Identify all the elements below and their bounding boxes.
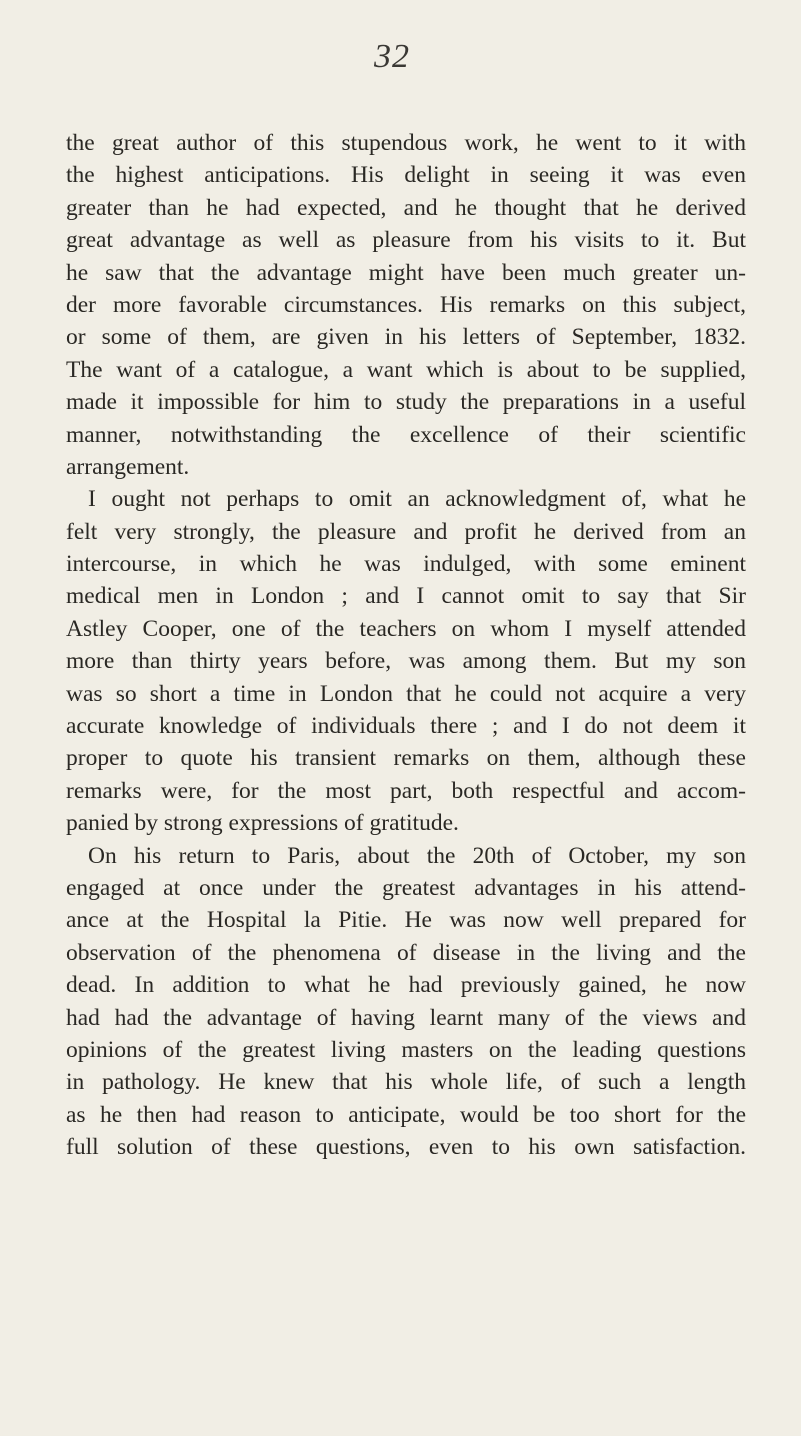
text-line: more than thirty years before, was among them. But my son xyxy=(66,648,746,675)
page-number: 32 xyxy=(374,38,410,75)
text-line: manner, notwithstanding the excellence of their scientific xyxy=(66,421,746,448)
text-line: remarks were, for the most part, both respectful and accom- xyxy=(66,777,746,804)
text-line: the highest anticipations. His delight in seeing it was even xyxy=(66,162,746,189)
text-line: ance at the Hospital la Pitie. He was now well prepared for xyxy=(66,907,746,934)
text-line: medical men in London ; and I cannot omit to say that Sir xyxy=(66,583,746,610)
text-line: observation of the phenomena of disease in the living and the xyxy=(66,939,746,966)
text-line: greater than he had expected, and he thought that he derived xyxy=(66,194,746,221)
text-line: engaged at once under the greatest advantages in his attend- xyxy=(66,874,746,901)
text-line: he saw that the advantage might have been much greater un- xyxy=(66,259,746,286)
text-line: had had the advantage of having learnt many of the views and xyxy=(66,1004,746,1031)
text-line: full solution of these questions, even to his own satisfaction. xyxy=(66,1134,746,1161)
text-line: intercourse, in which he was indulged, with some eminent xyxy=(66,551,746,578)
text-line: felt very strongly, the pleasure and profit he derived from an xyxy=(66,518,746,545)
text-line: the great author of this stupendous work, he went to it with xyxy=(66,130,746,156)
text-line: arrangement. xyxy=(66,453,190,480)
text-line: Astley Cooper, one of the teachers on whom I myself attended xyxy=(66,615,746,642)
text-line: or some of them, are given in his letters of September, 1832. xyxy=(66,324,746,351)
text-line: proper to quote his transient remarks on them, although these xyxy=(66,745,746,772)
text-line: der more favorable circumstances. His remarks on this subject, xyxy=(66,291,746,318)
text-line: opinions of the greatest living masters on the leading questions xyxy=(66,1036,746,1063)
text-line: dead. In addition to what he had previously gained, he now xyxy=(66,972,746,999)
text-line: I ought not perhaps to omit an acknowledgment of, what he xyxy=(88,486,746,513)
text-line: The want of a catalogue, a want which is about to be supplied, xyxy=(66,356,746,383)
text-line: panied by strong expressions of gratitude. xyxy=(66,810,459,837)
text-line: On his return to Paris, about the 20th of October, my son xyxy=(88,842,746,869)
text-line: as he then had reason to anticipate, would be too short for the xyxy=(66,1101,746,1128)
body-text xyxy=(66,127,746,1164)
text-line: in pathology. He knew that his whole life, of such a length xyxy=(66,1069,746,1096)
text-line: was so short a time in London that he could not acquire a very xyxy=(66,680,746,707)
text-line: great advantage as well as pleasure from his visits to it. But xyxy=(66,227,746,254)
text-line: made it impossible for him to study the preparations in a useful xyxy=(66,389,746,416)
text-line: accurate knowledge of individuals there ; and I do not deem it xyxy=(66,713,746,740)
